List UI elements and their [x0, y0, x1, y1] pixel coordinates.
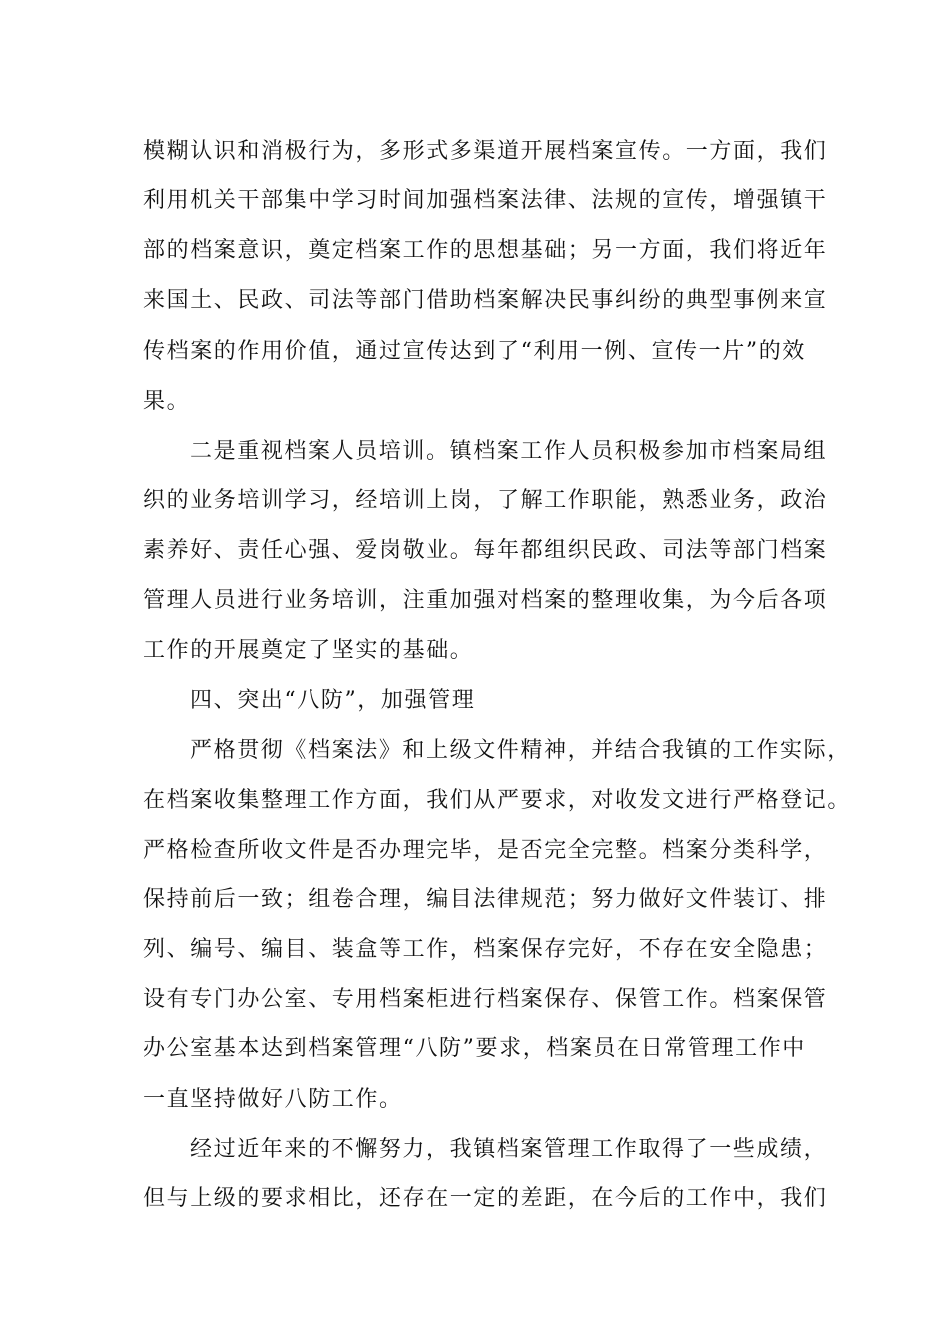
text-line: 办公室基本达到档案管理“八防”要求，档案员在日常管理工作中 [143, 1036, 806, 1061]
text-line: 利用机关干部集中学习时间加强档案法律、法规的宣传，增强镇干 [143, 188, 828, 213]
text-line: 设有专门办公室、专用档案柜进行档案保存、保管工作。档案保管 [143, 987, 828, 1012]
text-line: 素养好、责任心强、爱岗敬业。每年都组织民政、司法等部门档案 [143, 538, 828, 563]
text-line: 一直坚持做好八防工作。 [143, 1087, 403, 1112]
text-line: 来国土、民政、司法等部门借助档案解决民事纠纷的典型事例来宣 [143, 288, 828, 313]
section-heading: 四、突出“八防”，加强管理 [190, 688, 476, 713]
paragraph-first-line: 二是重视档案人员培训。镇档案工作人员积极参加市档案局组 [190, 439, 828, 464]
paragraph-first-line: 严格贯彻《档案法》和上级文件精神，并结合我镇的工作实际， [190, 738, 851, 763]
text-line: 保持前后一致；组卷合理，编目法律规范；努力做好文件装订、排 [143, 887, 828, 912]
text-line: 部的档案意识，奠定档案工作的思想基础；另一方面，我们将近年 [143, 238, 828, 263]
text-line: 管理人员进行业务培训，注重加强对档案的整理收集，为今后各项 [143, 588, 828, 613]
text-line: 在档案收集整理工作方面，我们从严要求，对收发文进行严格登记。 [143, 788, 852, 813]
text-line: 模糊认识和消极行为，多形式多渠道开展档案宣传。一方面，我们 [143, 139, 828, 164]
text-line: 工作的开展奠定了坚实的基础。 [143, 638, 474, 663]
text-line: 传档案的作用价值，通过宣传达到了“利用一例、宣传一片”的效 [143, 339, 806, 364]
text-line: 严格检查所收文件是否办理完毕，是否完全完整。档案分类科学， [143, 838, 828, 863]
text-line: 列、编号、编目、装盒等工作，档案保存完好，不存在安全隐患； [143, 937, 828, 962]
paragraph-first-line: 经过近年来的不懈努力，我镇档案管理工作取得了一些成绩， [190, 1137, 828, 1162]
text-line: 果。 [143, 389, 191, 414]
text-line: 但与上级的要求相比，还存在一定的差距，在今后的工作中，我们 [143, 1186, 828, 1211]
text-line: 织的业务培训学习，经培训上岗，了解工作职能，熟悉业务，政治 [143, 488, 828, 513]
